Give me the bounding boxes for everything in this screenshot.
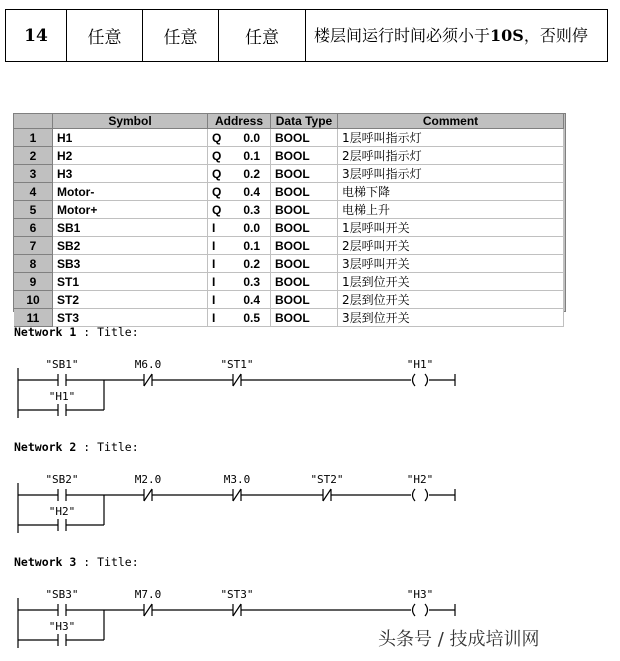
address-offset: 0.4 (243, 292, 260, 307)
nc-slash (233, 374, 241, 386)
address-offset: 0.2 (243, 166, 260, 181)
comment-cell[interactable]: 1层到位开关 (338, 273, 564, 291)
network-1-diagram (0, 350, 620, 430)
address-cell[interactable] (208, 129, 271, 147)
row-number[interactable]: 2 (14, 147, 53, 165)
coil-label: "H1" (406, 358, 434, 371)
data-type-cell[interactable]: BOOL (271, 147, 338, 165)
nc-slash (144, 604, 152, 616)
address-area: I (212, 274, 216, 289)
symbol-cell[interactable]: H1 (53, 129, 208, 147)
coil-left (413, 489, 416, 501)
data-type-cell[interactable]: BOOL (271, 201, 338, 219)
address-offset: 0.2 (243, 256, 260, 271)
condition-note-pre: 楼层间运行时间必须小于 (314, 25, 491, 45)
address-offset: 0.4 (243, 184, 260, 199)
network-2-label: Network 2 (14, 440, 77, 454)
symbol-cell[interactable]: ST3 (53, 309, 208, 327)
address-cell[interactable] (208, 309, 271, 327)
nc-slash (323, 489, 331, 501)
address-area: Q (212, 202, 222, 217)
address-area: I (212, 256, 216, 271)
address-area: I (212, 220, 216, 235)
parallel-contact-label: "H3" (48, 620, 76, 633)
condition-cell-3: 任意 (219, 10, 306, 62)
coil-right (425, 374, 428, 386)
address-offset: 0.0 (243, 130, 260, 145)
address-area: Q (212, 148, 222, 163)
contact-label: "SB3" (45, 588, 79, 601)
coil-left (413, 374, 416, 386)
header-data-type[interactable]: Data Type (271, 114, 338, 129)
symbol-table-window (13, 113, 566, 325)
symbol-cell[interactable]: ST1 (53, 273, 208, 291)
address-cell[interactable] (208, 273, 271, 291)
contact-label: "ST1" (220, 358, 254, 371)
symbol-cell[interactable]: Motor+ (53, 201, 208, 219)
address-offset: 0.3 (243, 274, 260, 289)
symbol-table-row[interactable] (14, 291, 564, 309)
coil-right (425, 489, 428, 501)
address-offset: 0.1 (243, 148, 260, 163)
network-1-label: Network 1 (14, 325, 77, 339)
address-offset: 0.5 (243, 310, 260, 325)
address-cell[interactable] (208, 183, 271, 201)
contact-label: "ST2" (310, 473, 344, 486)
symbol-table-row[interactable] (14, 201, 564, 219)
condition-cell-2: 任意 (143, 10, 219, 62)
row-number[interactable]: 8 (14, 255, 53, 273)
row-number[interactable]: 9 (14, 273, 53, 291)
data-type-cell[interactable]: BOOL (271, 219, 338, 237)
symbol-cell[interactable]: SB1 (53, 219, 208, 237)
row-number[interactable]: 11 (14, 309, 53, 327)
row-number[interactable]: 10 (14, 291, 53, 309)
symbol-table (14, 114, 564, 327)
parallel-contact-label: "H2" (48, 505, 76, 518)
coil-label: "H2" (406, 473, 434, 486)
header-comment[interactable]: Comment (338, 114, 564, 129)
data-type-cell[interactable]: BOOL (271, 183, 338, 201)
condition-cell-1: 任意 (67, 10, 143, 62)
contact-label: M6.0 (134, 358, 162, 371)
data-type-cell[interactable]: BOOL (271, 273, 338, 291)
header-row-number (14, 114, 53, 129)
symbol-table-row[interactable] (14, 129, 564, 147)
row-number[interactable]: 7 (14, 237, 53, 255)
coil-left (413, 604, 416, 616)
address-offset: 0.1 (243, 238, 260, 253)
comment-cell[interactable]: 电梯下降 (338, 183, 564, 201)
network-3-label: Network 3 (14, 555, 77, 569)
condition-note-bold: 10S (490, 25, 524, 45)
row-number[interactable]: 1 (14, 129, 53, 147)
contact-label: M2.0 (134, 473, 162, 486)
comment-cell[interactable]: 1层呼叫开关 (338, 219, 564, 237)
parallel-contact-label: "H1" (48, 390, 76, 403)
comment-cell[interactable]: 2层呼叫指示灯 (338, 147, 564, 165)
data-type-cell[interactable]: BOOL (271, 255, 338, 273)
symbol-table-row[interactable] (14, 219, 564, 237)
address-cell[interactable] (208, 201, 271, 219)
address-cell[interactable] (208, 291, 271, 309)
nc-slash (233, 489, 241, 501)
network-3-title: : Title: (83, 555, 139, 569)
network-2-title: : Title: (83, 440, 139, 454)
symbol-cell[interactable]: SB3 (53, 255, 208, 273)
network-1-title: : Title: (83, 325, 139, 339)
address-cell[interactable] (208, 237, 271, 255)
symbol-cell[interactable]: ST2 (53, 291, 208, 309)
symbol-table-row[interactable] (14, 273, 564, 291)
comment-cell[interactable]: 3层到位开关 (338, 309, 564, 327)
data-type-cell[interactable]: BOOL (271, 165, 338, 183)
symbol-cell[interactable]: H3 (53, 165, 208, 183)
header-address[interactable]: Address (208, 114, 271, 129)
coil-right (425, 604, 428, 616)
row-number[interactable]: 3 (14, 165, 53, 183)
network-2-heading (14, 440, 139, 454)
address-area: I (212, 310, 216, 325)
condition-note-post: ，否则停 (523, 25, 588, 45)
comment-cell[interactable]: 电梯上升 (338, 201, 564, 219)
symbol-table-row[interactable] (14, 309, 564, 327)
network-1-heading (14, 325, 139, 339)
comment-cell[interactable]: 3层呼叫指示灯 (338, 165, 564, 183)
data-type-cell[interactable]: BOOL (271, 129, 338, 147)
contact-label: "SB1" (45, 358, 79, 371)
nc-slash (144, 374, 152, 386)
address-area: I (212, 292, 216, 307)
nc-slash (233, 604, 241, 616)
symbol-table-header (14, 114, 564, 129)
address-cell[interactable] (208, 165, 271, 183)
comment-cell[interactable]: 1层呼叫指示灯 (338, 129, 564, 147)
header-symbol[interactable]: Symbol (53, 114, 208, 129)
comment-cell[interactable]: 3层呼叫开关 (338, 255, 564, 273)
network-3-heading (14, 555, 139, 569)
symbol-cell[interactable]: Motor- (53, 183, 208, 201)
address-cell[interactable] (208, 219, 271, 237)
condition-note (306, 10, 608, 62)
contact-label: "SB2" (45, 473, 79, 486)
network-2-diagram (0, 465, 620, 545)
watermark: 头条号 / 技成培训网 (378, 629, 540, 650)
condition-row (6, 10, 608, 62)
symbol-table-row[interactable] (14, 183, 564, 201)
symbol-table-row[interactable] (14, 237, 564, 255)
row-number[interactable]: 4 (14, 183, 53, 201)
address-area: Q (212, 130, 222, 145)
condition-table (5, 9, 608, 62)
contact-label: M3.0 (223, 473, 251, 486)
coil-label: "H3" (406, 588, 434, 601)
symbol-table-row[interactable] (14, 255, 564, 273)
data-type-cell[interactable]: BOOL (271, 237, 338, 255)
symbol-table-body (14, 129, 564, 327)
address-offset: 0.0 (243, 220, 260, 235)
row-number[interactable]: 5 (14, 201, 53, 219)
address-cell[interactable] (208, 255, 271, 273)
address-area: Q (212, 166, 222, 181)
address-cell[interactable] (208, 147, 271, 165)
data-type-cell[interactable]: BOOL (271, 309, 338, 327)
symbol-table-row[interactable] (14, 165, 564, 183)
data-type-cell[interactable]: BOOL (271, 291, 338, 309)
address-area: Q (212, 184, 222, 199)
condition-number: 14 (6, 10, 67, 62)
symbol-cell[interactable]: SB2 (53, 237, 208, 255)
nc-slash (144, 489, 152, 501)
symbol-table-row[interactable] (14, 147, 564, 165)
comment-cell[interactable]: 2层呼叫开关 (338, 237, 564, 255)
row-number[interactable]: 6 (14, 219, 53, 237)
symbol-cell[interactable]: H2 (53, 147, 208, 165)
address-offset: 0.3 (243, 202, 260, 217)
address-area: I (212, 238, 216, 253)
contact-label: "ST3" (220, 588, 254, 601)
comment-cell[interactable]: 2层到位开关 (338, 291, 564, 309)
contact-label: M7.0 (134, 588, 162, 601)
